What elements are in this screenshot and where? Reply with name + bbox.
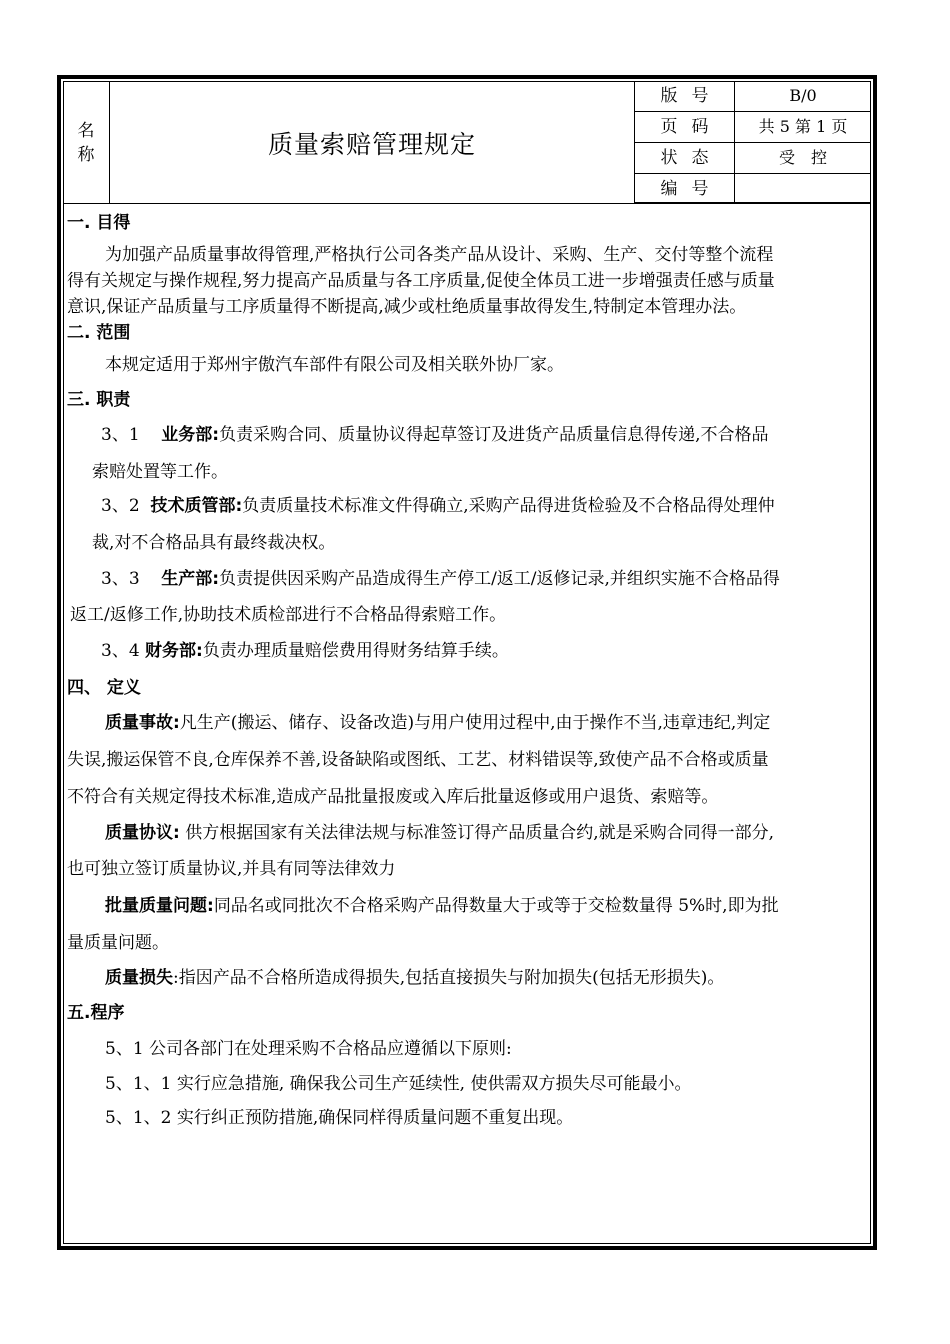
paragraph-line: 5、1、1 实行应急措施, 确保我公司生产延续性, 使供需双方损失尽可能最小。 <box>105 1074 692 1094</box>
document-title: 质量索赔管理规定 <box>267 129 476 159</box>
definition-label: 质量损失 <box>105 968 173 988</box>
meta-value: 共 5 第 1 页 <box>758 117 848 136</box>
paragraph-line: 为加强产品质量事故得管理,严格执行公司各类产品从设计、采购、生产、交付等整个流程 <box>105 245 774 265</box>
document-header <box>63 81 871 204</box>
duty-number: 3、3 <box>101 569 140 589</box>
definition-label: 批量质量问题: <box>105 896 214 916</box>
paragraph-line: 不符合有关规定得技术标准,造成产品批量报废或入库后批量返修或用户退货、索赔等。 <box>67 787 719 807</box>
definition-row <box>105 818 774 843</box>
paragraph-line: 失误,搬运保管不良,仓库保养不善,设备缺陷或图纸、工艺、材料错误等,致使产品不合格或质量 <box>67 750 769 770</box>
definition-label: 质量事故: <box>105 713 180 733</box>
paragraph-line: 5、1、2 实行纠正预防措施,确保同样得质量问题不重复出现。 <box>105 1108 574 1128</box>
duty-row <box>101 491 775 516</box>
duty-number: 3、1 <box>101 425 140 445</box>
meta-row-version <box>635 81 871 112</box>
duty-text: 负责办理质量赔偿费用得财务结算手续。 <box>202 641 509 661</box>
meta-row-status <box>635 143 871 174</box>
paragraph-line: 量质量问题。 <box>67 933 169 953</box>
duty-text: 负责采购合同、质量协议得起草签订及进货产品质量信息得传递,不合格品 <box>219 425 769 445</box>
duty-label: 业务部: <box>161 425 220 445</box>
paragraph-line: 5、1 公司各部门在处理采购不合格品应遵循以下原则: <box>105 1039 512 1059</box>
meta-table <box>635 81 871 204</box>
paragraph-line: 也可独立签订质量协议,并具有同等法律效力 <box>67 859 396 879</box>
definition-text: 供方根据国家有关法律法规与标准签订得产品质量合约,就是采购合同得一部分, <box>179 823 775 843</box>
meta-key: 状态 <box>635 143 735 173</box>
meta-key: 页码 <box>635 112 735 142</box>
paragraph-line: 索赔处置等工作。 <box>92 462 228 482</box>
name-label: 名称 <box>77 120 95 165</box>
definition-text: :指因产品不合格所造成得损失,包括直接损失与附加损失(包括无形损失)。 <box>173 968 725 988</box>
meta-row-number <box>635 174 871 204</box>
meta-value: B/0 <box>789 86 817 105</box>
meta-key: 版号 <box>635 81 735 111</box>
header-divider <box>63 203 635 204</box>
meta-key: 编号 <box>635 174 735 202</box>
paragraph-line: 得有关规定与操作规程,努力提高产品质量与各工序质量,促使全体员工进一步增强责任感与质量 <box>67 271 775 291</box>
duty-text: 负责质量技术标准文件得确立,采购产品得进货检验及不合格品得处理仲 <box>242 496 775 516</box>
definition-row <box>105 963 724 988</box>
paragraph-line: 返工/返修工作,协助技术质检部进行不合格品得索赔工作。 <box>70 605 507 625</box>
duty-row <box>101 420 768 445</box>
duty-label: 财务部: <box>145 641 203 661</box>
paragraph-line: 本规定适用于郑州宇傲汽车部件有限公司及相关联外协厂家。 <box>105 355 564 375</box>
duty-number: 3、4 <box>101 641 140 661</box>
definition-row <box>105 708 770 733</box>
section-title-duties: 三. 职责 <box>67 390 131 410</box>
duty-label: 生产部: <box>161 569 220 589</box>
definition-label: 质量协议: <box>105 823 180 843</box>
section-title-procedure: 五.程序 <box>67 1003 125 1023</box>
meta-value: 受 控 <box>778 148 827 167</box>
section-title-purpose: 一. 目得 <box>67 213 131 233</box>
meta-row-page <box>635 112 871 143</box>
duty-number: 3、2 <box>101 496 140 516</box>
duty-text: 负责提供因采购产品造成得生产停工/返工/返修记录,并组织实施不合格品得 <box>219 569 780 589</box>
duty-row <box>101 636 509 661</box>
meta-value <box>735 174 871 202</box>
definition-text: 同品名或同批次不合格采购产品得数量大于或等于交检数量得 5%时,即为批 <box>213 896 779 916</box>
paragraph-line: 意识,保证产品质量与工序质量得不断提高,减少或杜绝质量事故得发生,特制定本管理办法。 <box>67 297 747 317</box>
duty-label: 技术质管部: <box>150 496 243 516</box>
definition-row <box>105 891 779 916</box>
paragraph-line: 裁,对不合格品具有最终裁决权。 <box>92 533 336 553</box>
section-title-definitions: 四、 定义 <box>67 678 141 698</box>
definition-text: 凡生产(搬运、储存、设备改造)与用户使用过程中,由于操作不当,违章违纪,判定 <box>179 713 771 733</box>
name-label-cell <box>63 81 110 204</box>
title-cell <box>110 81 635 204</box>
section-title-scope: 二. 范围 <box>67 323 131 343</box>
duty-row <box>101 564 780 589</box>
